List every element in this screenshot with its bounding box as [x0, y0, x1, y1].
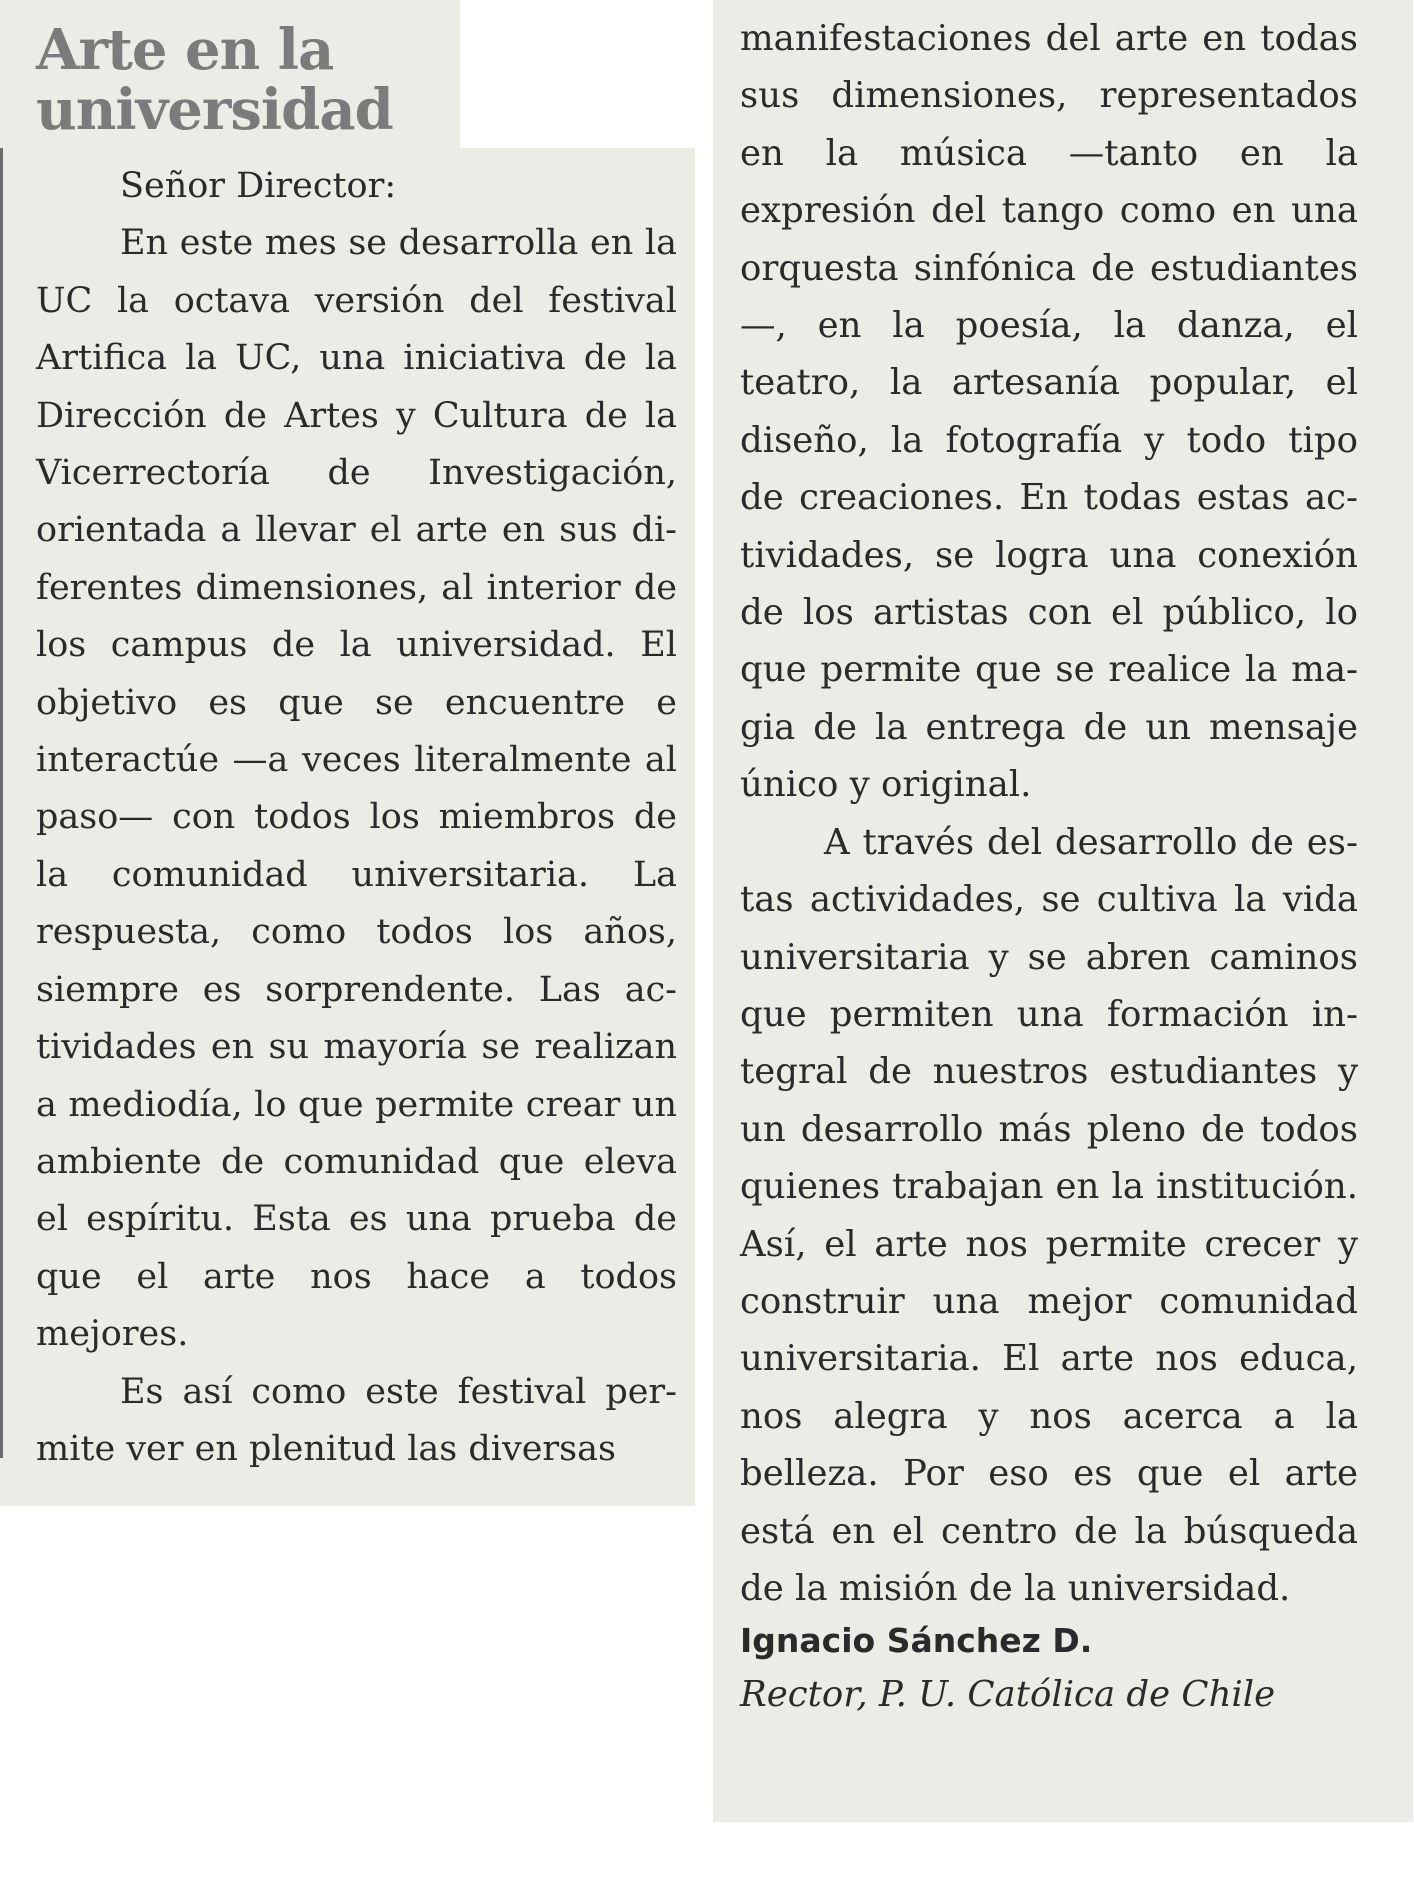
- signature-role: Rector, P. U. Católica de Chile: [740, 1674, 1276, 1716]
- title-line-1: Arte en la: [36, 17, 334, 83]
- salutation: Señor Director:: [120, 166, 397, 206]
- letter-title: [36, 17, 393, 143]
- paragraph-2-start: Es así como este festival permite ver en plenitud las diversas: [36, 1371, 677, 1469]
- signature-name: Ignacio Sánchez D.: [740, 1621, 1093, 1661]
- right-column-text: [740, 10, 1358, 1725]
- paragraph-3: A través del desarrollo de estas actividades, se cultiva la vida universitaria y se abren caminos que permiten una formación integral de nuestros estudiantes y un desarrollo más pleno de todos quienes trabajan en la institución. Así, el arte nos permite crecer y construir una mejor comunidad universitaria. El arte nos educa, nos alegra y nos acerca a la belleza. Por eso es que el arte está en el centro de la búsqueda de la misión de la universidad.: [740, 821, 1358, 1609]
- paragraph-2-continued: manifestaciones del arte en todas sus dimensiones, representados en la música —tanto en la expresión del tango como en una orquesta sinfónica de estudiantes—, en la poesía, la danza, el teatro, la artesanía popular, el diseño, la fotografía y todo tipo de creaciones. En todas estas actividades, se logra una conexión de los artistas con el público, lo que permite que se realice la magia de la entrega de un mensaje único y original.: [740, 18, 1358, 806]
- title-line-2: universidad: [36, 77, 393, 143]
- column-rule: [0, 148, 3, 1458]
- left-column-text: [36, 158, 677, 1478]
- paragraph-1: En este mes se desarrolla en la UC la octava versión del festival Artifica la UC, una iniciativa de la Dirección de Artes y Cultura de la Vicerrectoría de Investigación, orientada a llevar el arte en sus diferentes dimensiones, al interior de los campus de la universidad. El objetivo es que se encuentre e interactúe —a veces literalmente al paso— con todos los miembros de la comunidad universitaria. La respuesta, como todos los años, siempre es sorprendente. Las actividades en su mayoría se realizan a mediodía, lo que permite crear un ambiente de comunidad que eleva el espíritu. Esta es una prueba de que el arte nos hace a todos mejores.: [36, 223, 677, 1355]
